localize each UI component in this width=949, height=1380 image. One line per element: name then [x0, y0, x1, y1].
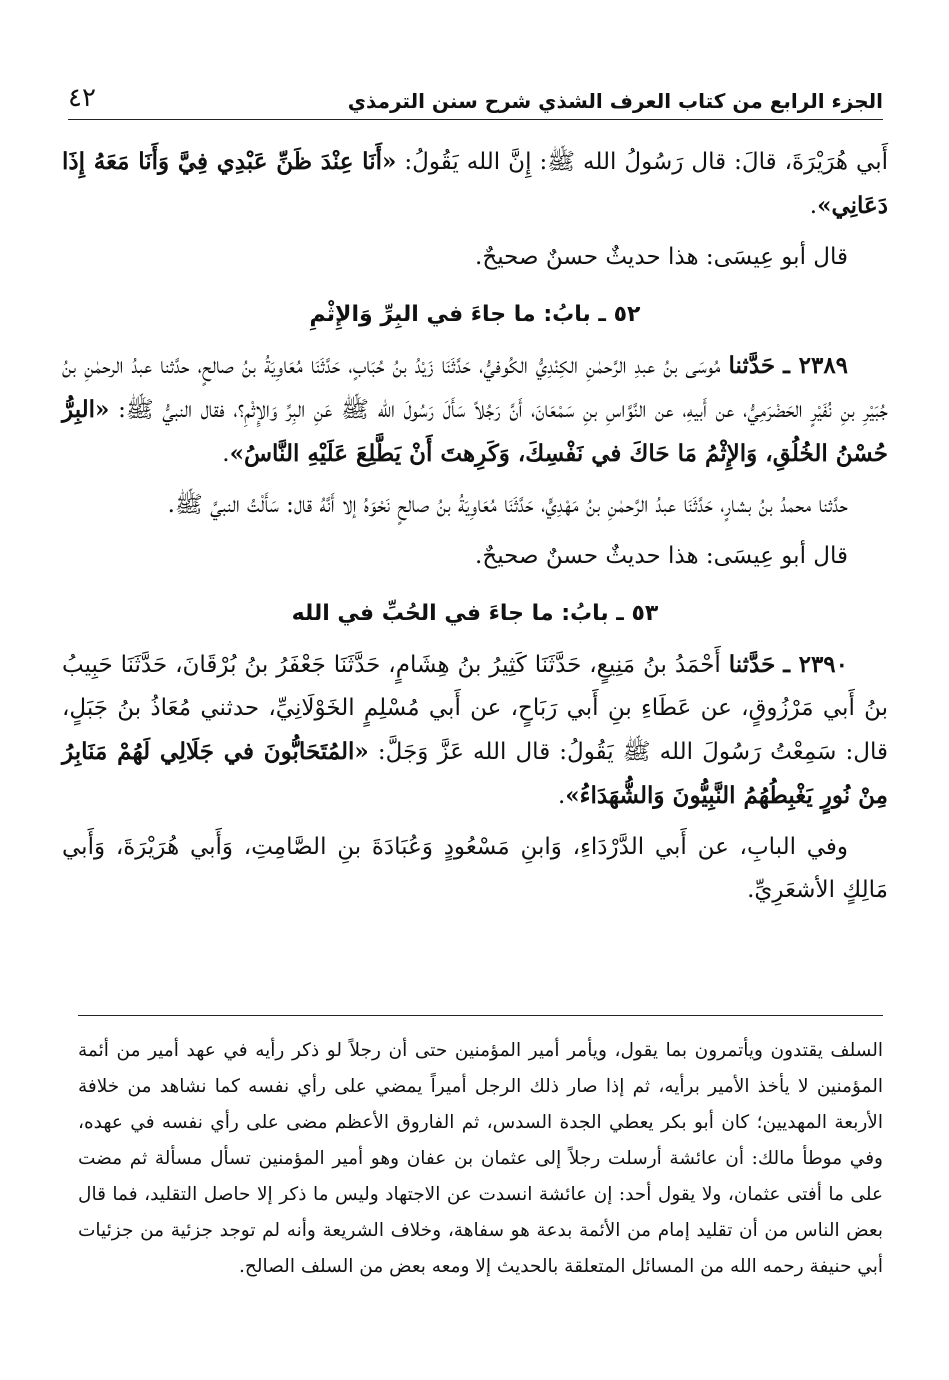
page-header [68, 80, 883, 120]
main-text [62, 140, 888, 912]
footnote-text: السلف يقتدون ويأتمرون بما يقول، ويأمر أمير المؤمنين حتى أن رجلاً لو ذكر رأيه في عهد أمير من أئمة المؤمنين لا يأخذ الأمير برأيه، ثم إذا صار ذلك الرجل أميراً يمضي على رأي نفسه كما نشاهد من خلافة الأربعة المهديين؛ كان أبو بكر يعطي الجدة السدس، ثم الفاروق الأعظم مضى على رأي نفسه في عهده، وفي موطأ مالك: أن عائشة أرسلت رجلاً إلى عثمان بن عفان وهو أمير المؤمنين تسأل مسألة ثم مضت على ما أفتى عثمان، ولا يقول أحد: إن عائشة انسدت عن الاجتهاد وليس ما ذكر إلا حاصل التقليد، فما قال بعض الناس من أن تقليد إمام من الأئمة بدعة هو سفاهة، وخلاف الشريعة وأنه لم توجد جزئية من جزئيات أبي حنيفة رحمه الله من المسائل المتعلقة بالحديث إلا ومعه بعض من السلف الصالح. [78, 1040, 883, 1277]
intro-tail: . [809, 193, 818, 219]
intro-hadith [62, 140, 888, 228]
page-number: ٤٢ [68, 83, 96, 113]
hadith-isnad: أَحْمَدُ بنُ مَنِيعٍ، حَدَّثَنَا كَثِيرُ بنُ هِشَامٍ، حَدَّثَنَا جَعْفَرُ بنُ بُرْقَانَ، حَدَّثَنَا حَبِيبُ بنُ أَبي مَرْزُوقٍ، عن عَطَاءِ بنِ أَبي رَبَاحٍ، عن أَبي مُسْلِمٍ الخَوْلَانِيِّ، حدثني مُعَاذُ بنُ جَبَلٍ، قال: سَمِعْتُ رَسُولَ الله ﷺ يَقُولُ: قال الله عَزَّ وَجَلَّ: [62, 652, 888, 765]
hadith-tail: . [557, 783, 566, 809]
chapter-52-grading: قال أبو عِيسَى: هذا حديثٌ حسنٌ صحيحٌ. [475, 543, 848, 569]
hadith-2389 [62, 344, 888, 476]
footnote [78, 1033, 883, 1285]
hadith-number: ٢٣٩٠ ـ [783, 651, 849, 678]
cross-reference: وفي البابِ، عن أَبي الدَّرْدَاءِ، وَابنِ مَسْعُودٍ وَعُبَادَةَ بنِ الصَّامِتِ، وَأَبي هُرَيْرَةَ، وَأَبي مَالِكٍ الأشعَرِيِّ. [62, 834, 888, 903]
intro-quote: «أَنَا عِنْدَ ظَنِّ عَبْدِي فِيَّ وَأَنَا مَعَهُ إِذَا دَعَانِي» [62, 148, 888, 219]
intro-lead: أَبي هُرَيْرَةَ، قالَ: قال رَسُولُ الله ﷺ: إِنَّ الله يَقُولُ: [396, 149, 889, 175]
hadith-isnad: مُوسَى بنُ عبدِ الرَّحمٰنِ الكِنْدِيُّ الكُوفيُّ، حَدَّثَنَا زَيْدُ بنُ حُبَابٍ، حَدَّثَنَا مُعَاوِيَةُ بنُ صالحٍ، حدَّثنا عبدُ الرحمٰنِ بنُ جُبَيْرِ بنِ نُفَيْرٍ الحَضْرَمِيُّ، عن أَبيهِ، عن النَّوَّاسِ بنِ سَمْعَانَ، أَنَّ رَجُلاً سَأَلَ رَسُولَ الله ﷺ عَنِ البِرِّ وَالإِثْمِ؟، فقال النبيُّ ﷺ: [62, 353, 888, 423]
hadith-2390 [62, 643, 888, 818]
running-title: الجزء الرابع من كتاب العرف الشذي شرح سنن الترمذي [347, 89, 883, 113]
chapter-53-title: ٥٣ ـ بابُ: ما جاءَ في الحُبِّ في الله [291, 601, 659, 626]
hadith-keyword: حَدَّثنا [728, 651, 776, 678]
hadith-quote: «المُتَحَابُّونَ في جَلَالِي لَهُمْ مَنَابِرُ مِنْ نُورٍ يَغْبِطُهُمُ النَّبِيُّونَ وَالشُّهَدَاءُ» [62, 738, 888, 809]
intro-grading: قال أبو عِيسَى: هذا حديثٌ حسنٌ صحيحٌ. [475, 244, 848, 270]
chapter-52-title: ٥٢ ـ بابُ: ما جاءَ في البِرِّ وَالإِثْمِ [309, 302, 641, 327]
hadith-tail: . [222, 441, 230, 467]
hadith-keyword: حَدَّثنا [728, 352, 776, 379]
hadith-quote: «البِرُّ حُسْنُ الخُلُقِ، وَالإِثْمُ مَا حَاكَ في نَفْسِكَ، وَكَرِهتَ أَنْ يَطَّلِعَ عَلَيْهِ النَّاسُ» [62, 396, 888, 467]
footnote-divider [78, 1015, 883, 1016]
second-chain: حدَّثنا محمدُ بنُ بشارٍ، حَدَّثَنَا عبدُ الرَّحمٰنِ بنُ مَهْدِيٍّ، حَدَّثَنَا مُعَاوِيَةُ بنُ صالحٍ نَحْوَهُ إلا أَنَّهُ قال: سَأَلْتُ النبيَّ ﷺ. [167, 492, 848, 518]
hadith-number: ٢٣٨٩ ـ [783, 352, 849, 379]
